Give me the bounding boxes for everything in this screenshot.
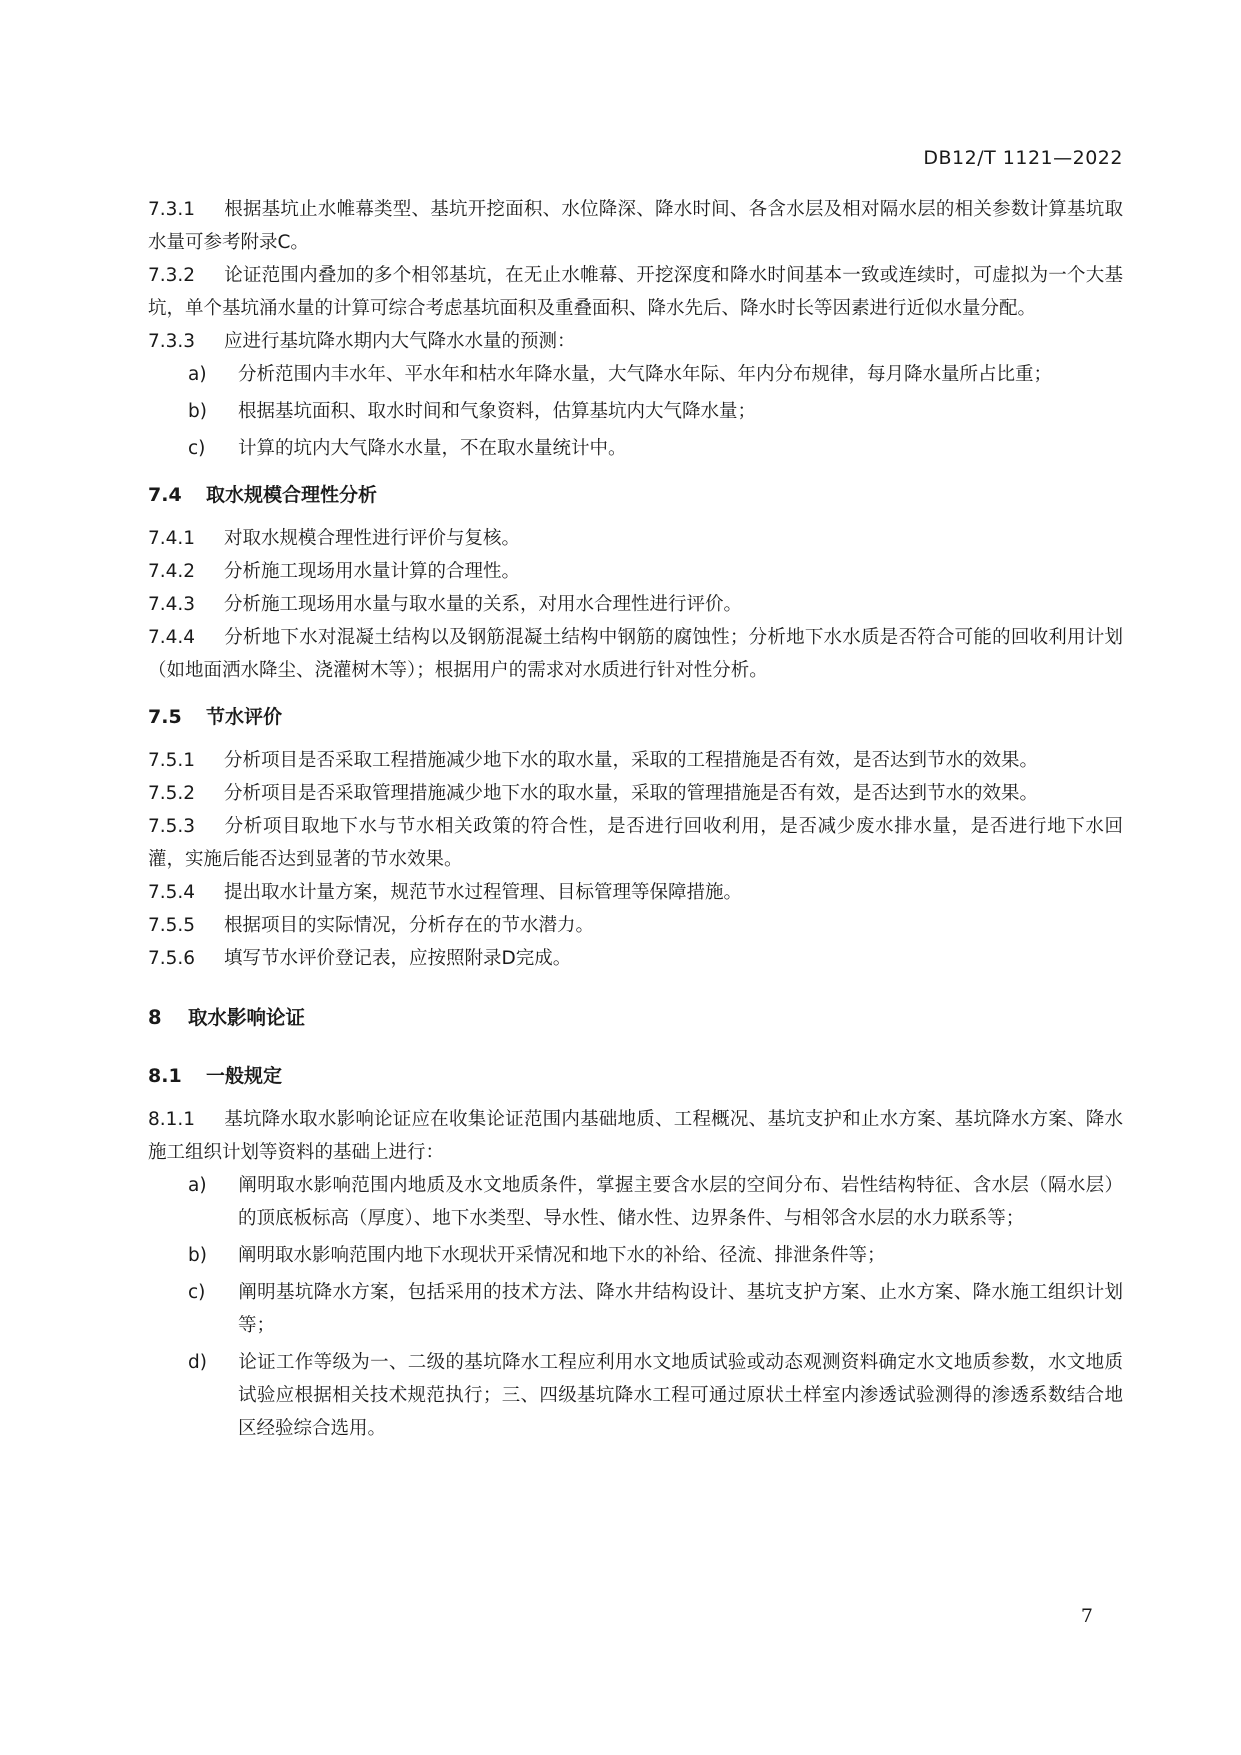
clause-number: 7.3.3 (148, 331, 196, 352)
clause-7-3-3 (148, 325, 1123, 358)
list-item-text: 阐明取水影响范围内地下水现状开采情况和地下水的补给、径流、排泄条件等； (238, 1245, 886, 1266)
list-marker: b) (188, 1245, 207, 1266)
clause-number: 7.4.4 (148, 627, 196, 648)
clause-7-4-2 (148, 555, 1123, 588)
list-item-text: 阐明取水影响范围内地质及水文地质条件，掌握主要含水层的空间分布、岩性结构特征、含水层（隔水层）的顶底板标高（厚度）、地下水类型、导水性、储水性、边界条件、与相邻含水层的水力联系等； (238, 1175, 1123, 1229)
clause-number: 7.3.2 (148, 265, 196, 286)
clause-text: 分析施工现场用水量与取水量的关系，对用水合理性进行评价。 (224, 594, 743, 615)
clause-7-3-1 (148, 193, 1123, 259)
clause-number: 7.5.5 (148, 915, 196, 936)
clause-number: 7.5.4 (148, 882, 196, 903)
clause-number: 7.5.6 (148, 948, 196, 969)
clause-text: 对取水规模合理性进行评价与复核。 (224, 528, 521, 549)
section-title: 节水评价 (206, 706, 283, 728)
section-heading-7-5 (148, 701, 1123, 734)
clause-text: 分析地下水对混凝土结构以及钢筋混凝土结构中钢筋的腐蚀性；分析地下水水质是否符合可能的回收利用计划（如地面洒水降尘、浇灌树木等）；根据用户的需求对水质进行针对性分析。 (148, 627, 1123, 681)
list-marker: a) (188, 364, 207, 385)
list-item-text: 根据基坑面积、取水时间和气象资料，估算基坑内大气降水量； (238, 401, 757, 422)
clause-text: 分析项目是否采取管理措施减少地下水的取水量，采取的管理措施是否有效，是否达到节水的效果。 (224, 783, 1039, 804)
section-title: 一般规定 (206, 1065, 283, 1087)
list-item-text: 阐明基坑降水方案，包括采用的技术方法、降水井结构设计、基坑支护方案、止水方案、降水施工组织计划等； (238, 1282, 1123, 1336)
clause-7-4-3 (148, 588, 1123, 621)
list-marker: d) (188, 1352, 207, 1373)
chapter-number: 8 (148, 1006, 162, 1029)
clause-7-4-1 (148, 522, 1123, 555)
section-heading-8-1 (148, 1060, 1123, 1093)
clause-8-1-1 (148, 1103, 1123, 1169)
clause-text: 分析项目取地下水与节水相关政策的符合性，是否进行回收利用，是否减少废水排水量，是否进行地下水回灌，实施后能否达到显著的节水效果。 (148, 816, 1123, 870)
clause-text: 分析项目是否采取工程措施减少地下水的取水量，采取的工程措施是否有效，是否达到节水的效果。 (224, 750, 1039, 771)
clause-7-5-3 (148, 810, 1123, 876)
chapter-title: 取水影响论证 (188, 1006, 306, 1029)
clause-7-3-2 (148, 259, 1123, 325)
clause-number: 7.5.1 (148, 750, 196, 771)
clause-number: 7.4.1 (148, 528, 196, 549)
clause-text: 论证范围内叠加的多个相邻基坑，在无止水帷幕、开挖深度和降水时间基本一致或连续时，可虚拟为一个大基坑，单个基坑涌水量的计算可综合考虑基坑面积及重叠面积、降水先后、降水时长等因素进行近似水量分配。 (148, 265, 1123, 319)
section-title: 取水规模合理性分析 (206, 484, 378, 506)
list-item (148, 1276, 1123, 1342)
clause-text: 应进行基坑降水期内大气降水水量的预测： (224, 331, 576, 352)
section-number: 7.4 (148, 484, 182, 506)
list-item (148, 395, 1123, 428)
list-marker: c) (188, 1282, 206, 1303)
clause-7-5-5 (148, 909, 1123, 942)
list-item (148, 1239, 1123, 1272)
clause-text: 分析施工现场用水量计算的合理性。 (224, 561, 521, 582)
page-content (148, 193, 1123, 1445)
clause-text: 根据基坑止水帷幕类型、基坑开挖面积、水位降深、降水时间、各含水层及相对隔水层的相关参数计算基坑取水量可参考附录C。 (148, 199, 1123, 253)
clause-number: 7.4.2 (148, 561, 196, 582)
clause-7-5-4 (148, 876, 1123, 909)
page-number: 7 (1080, 1605, 1093, 1627)
clause-7-5-2 (148, 777, 1123, 810)
clause-7-4-4 (148, 621, 1123, 687)
clause-number: 7.4.3 (148, 594, 196, 615)
clause-7-5-6 (148, 942, 1123, 975)
clause-text: 提出取水计量方案，规范节水过程管理、目标管理等保障措施。 (224, 882, 743, 903)
clause-7-5-1 (148, 744, 1123, 777)
document-code: DB12/T 1121—2022 (923, 147, 1123, 169)
clause-number: 7.5.2 (148, 783, 196, 804)
list-marker: b) (188, 401, 207, 422)
clause-text: 根据项目的实际情况，分析存在的节水潜力。 (224, 915, 595, 936)
list-item-text: 论证工作等级为一、二级的基坑降水工程应利用水文地质试验或动态观测资料确定水文地质参数，水文地质试验应根据相关技术规范执行；三、四级基坑降水工程可通过原状土样室内渗透试验测得的渗透系数结合地区经验综合选用。 (238, 1352, 1123, 1439)
list-item-text: 分析范围内丰水年、平水年和枯水年降水量，大气降水年际、年内分布规律，每月降水量所占比重； (238, 364, 1053, 385)
clause-number: 8.1.1 (148, 1109, 196, 1130)
clause-text: 填写节水评价登记表，应按照附录D完成。 (224, 948, 572, 969)
list-item (148, 1169, 1123, 1235)
chapter-heading-8 (148, 1001, 1123, 1034)
clause-number: 7.3.1 (148, 199, 196, 220)
section-number: 8.1 (148, 1065, 182, 1087)
list-item (148, 1346, 1123, 1445)
clause-number: 7.5.3 (148, 816, 196, 837)
section-number: 7.5 (148, 706, 182, 728)
list-marker: c) (188, 438, 206, 459)
list-item-text: 计算的坑内大气降水水量，不在取水量统计中。 (238, 438, 627, 459)
clause-text: 基坑降水取水影响论证应在收集论证范围内基础地质、工程概况、基坑支护和止水方案、基坑降水方案、降水施工组织计划等资料的基础上进行： (148, 1109, 1123, 1163)
list-item (148, 358, 1123, 391)
section-heading-7-4 (148, 479, 1123, 512)
list-marker: a) (188, 1175, 207, 1196)
list-item (148, 432, 1123, 465)
